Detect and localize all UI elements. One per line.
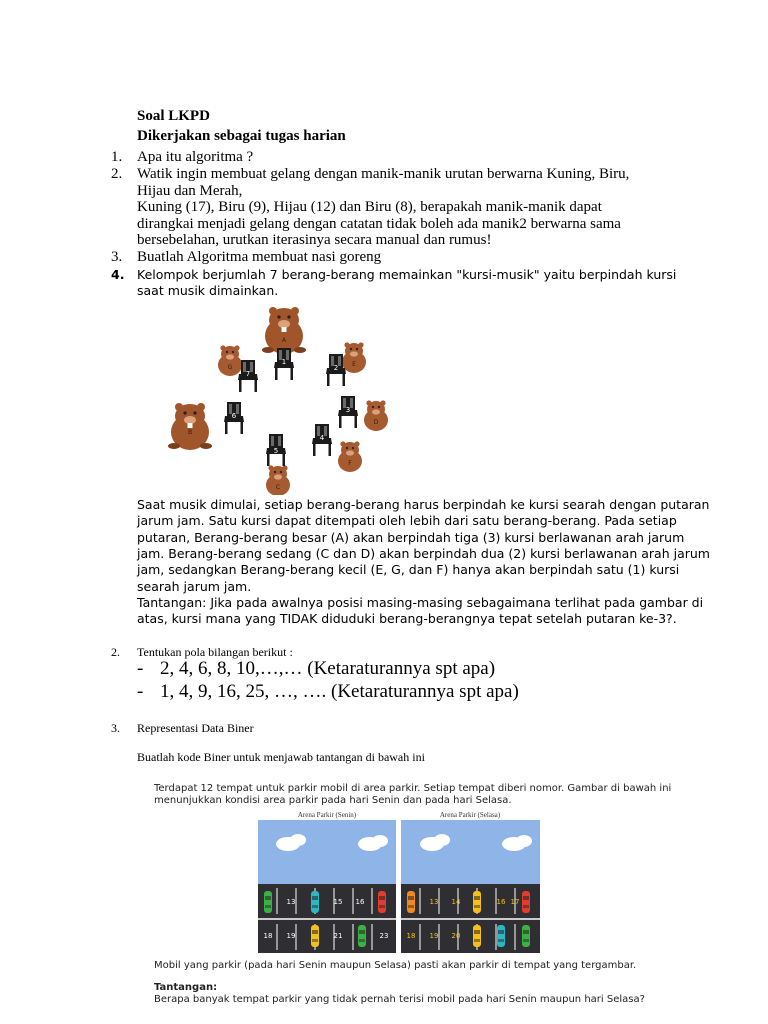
slot-number: 17 xyxy=(510,898,520,906)
list-number: 1. xyxy=(111,149,123,165)
page-title: Soal LKPD xyxy=(137,108,210,124)
slot-number: 16 xyxy=(355,898,365,906)
slot-number: 14 xyxy=(451,898,461,906)
parking-intro-line: Terdapat 12 tempat untuk parkir mobil di area parkir. Setiap tempat diberi nomor. Gambar di bawah ini xyxy=(154,783,672,794)
beaver-label: D xyxy=(373,419,379,426)
slot-number: 21 xyxy=(333,932,343,940)
question-2-line: bersebelahan, urutkan iterasinya secara manual dan rumus! xyxy=(137,232,492,248)
chair-number: 7 xyxy=(245,370,251,378)
slot-number: 19 xyxy=(286,932,296,940)
beaver-d-icon xyxy=(364,400,388,431)
slot-number: 23 xyxy=(379,932,389,940)
paragraph-line: searah jarum jam. xyxy=(137,579,252,594)
slot-number: 20 xyxy=(451,932,461,940)
beaver-label: F xyxy=(348,460,352,467)
beaver-label: C xyxy=(275,484,281,491)
paragraph-line: jam. Berang-berang sedang (C dan D) akan berpindah dua (2) kursi berlawanan arah jarum xyxy=(137,546,710,561)
beaver-f-icon xyxy=(338,441,362,472)
question-2-line: Watik ingin membuat gelang dengan manik-manik urutan berwarna Kuning, Biru, xyxy=(137,166,630,182)
list-number: 2. xyxy=(111,645,120,659)
question-2-line: Hijau dan Merah, xyxy=(137,183,243,199)
beaver-big-icon xyxy=(168,403,212,450)
page-subtitle: Dikerjakan sebagai tugas harian xyxy=(137,128,346,144)
beaver-label: A xyxy=(281,337,287,344)
beaver-e-icon xyxy=(342,342,366,373)
parking-intro-line: menunjukkan kondisi area parkir pada hari Senin dan pada hari Selasa. xyxy=(154,795,512,806)
paragraph-line: putaran, Berang-berang besar (A) akan berpindah tiga (3) kursi berlawanan arah jarum xyxy=(137,530,685,545)
paragraph-line: jam, sedangkan Berang-berang kecil (E, G, dan F) hanya akan berpindah satu (1) kursi xyxy=(137,562,680,577)
section-3-instruction: Buatlah kode Biner untuk menjawab tantangan di bawah ini xyxy=(137,750,425,764)
paragraph-line: atas, kursi mana yang TIDAK diduduki berang-berangnya tepat setelah putaran ke-3?. xyxy=(137,611,677,626)
beaver-label: G xyxy=(227,364,233,371)
section-2-title: Tentukan pola bilangan berikut : xyxy=(137,645,293,659)
panel-title-selasa: Arena Parkir (Selasa) xyxy=(439,811,501,819)
question-1: Apa itu algoritma ? xyxy=(137,149,254,165)
slot-number: 15 xyxy=(333,898,343,906)
beaver-label: E xyxy=(352,361,356,368)
slot-number: 13 xyxy=(286,898,296,906)
section-3-title: Representasi Data Biner xyxy=(137,721,254,735)
challenge-label: Tantangan: xyxy=(154,982,218,993)
slot-number: 18 xyxy=(406,932,416,940)
pattern-2: 1, 4, 9, 16, 25, …, …. (Ketaraturannya spt apa) xyxy=(160,681,519,702)
paragraph-line: Saat musik dimulai, setiap berang-berang harus berpindah ke kursi searah dengan putaran xyxy=(137,497,710,512)
panel-title-senin: Arena Parkir (Senin) xyxy=(297,811,357,819)
bullet: - xyxy=(137,681,144,702)
question-3: Buatlah Algoritma membuat nasi goreng xyxy=(137,249,382,265)
slot-number: 18 xyxy=(263,932,273,940)
list-number: 3. xyxy=(111,721,120,735)
slot-number: 19 xyxy=(429,932,439,940)
beaver-label: B xyxy=(187,429,193,436)
question-2-line: Kuning (17), Biru (9), Hijau (12) dan Biru (8), berapakah manik-manik dapat xyxy=(137,199,602,215)
paragraph-line: jarum jam. Satu kursi dapat ditempati oleh lebih dari satu berang-berang. Pada setiap xyxy=(137,513,677,528)
paragraph-line: Tantangan: Jika pada awalnya posisi masing-masing sebagaimana terlihat pada gambar di xyxy=(137,595,704,610)
chair-number: 6 xyxy=(231,412,237,420)
list-number: 2. xyxy=(111,166,123,182)
chair-number: 4 xyxy=(319,434,325,442)
beaver-g-icon xyxy=(218,345,242,376)
beaver-a-icon xyxy=(262,307,306,354)
question-2-line: dirangkai menjadi gelang dengan catatan tidak boleh ada manik2 berwarna sama xyxy=(137,216,621,232)
question-4-line: Kelompok berjumlah 7 berang-berang memainkan "kursi-musik" yaitu berpindah kursi xyxy=(137,267,677,282)
question-4-line: saat musik dimainkan. xyxy=(137,283,279,298)
pattern-1: 2, 4, 6, 8, 10,…,… (Ketaraturannya spt apa) xyxy=(160,658,496,679)
parking-figure xyxy=(258,808,540,953)
list-number: 4. xyxy=(111,267,125,282)
challenge-text: Berapa banyak tempat parkir yang tidak pernah terisi mobil pada hari Senin maupun hari Selasa? xyxy=(154,994,645,1005)
list-number: 3. xyxy=(111,249,123,265)
chair-number: 5 xyxy=(273,447,279,455)
parking-note: Mobil yang parkir (pada hari Senin maupun Selasa) pasti akan parkir di tempat yang tergambar. xyxy=(154,960,637,971)
chair-number: 1 xyxy=(281,358,287,366)
musical-chairs-figure xyxy=(160,300,430,495)
slot-number: 16 xyxy=(496,898,506,906)
chair-number: 2 xyxy=(333,364,339,372)
bullet: - xyxy=(137,658,144,679)
chair-number: 3 xyxy=(345,406,351,414)
slot-number: 13 xyxy=(429,898,439,906)
